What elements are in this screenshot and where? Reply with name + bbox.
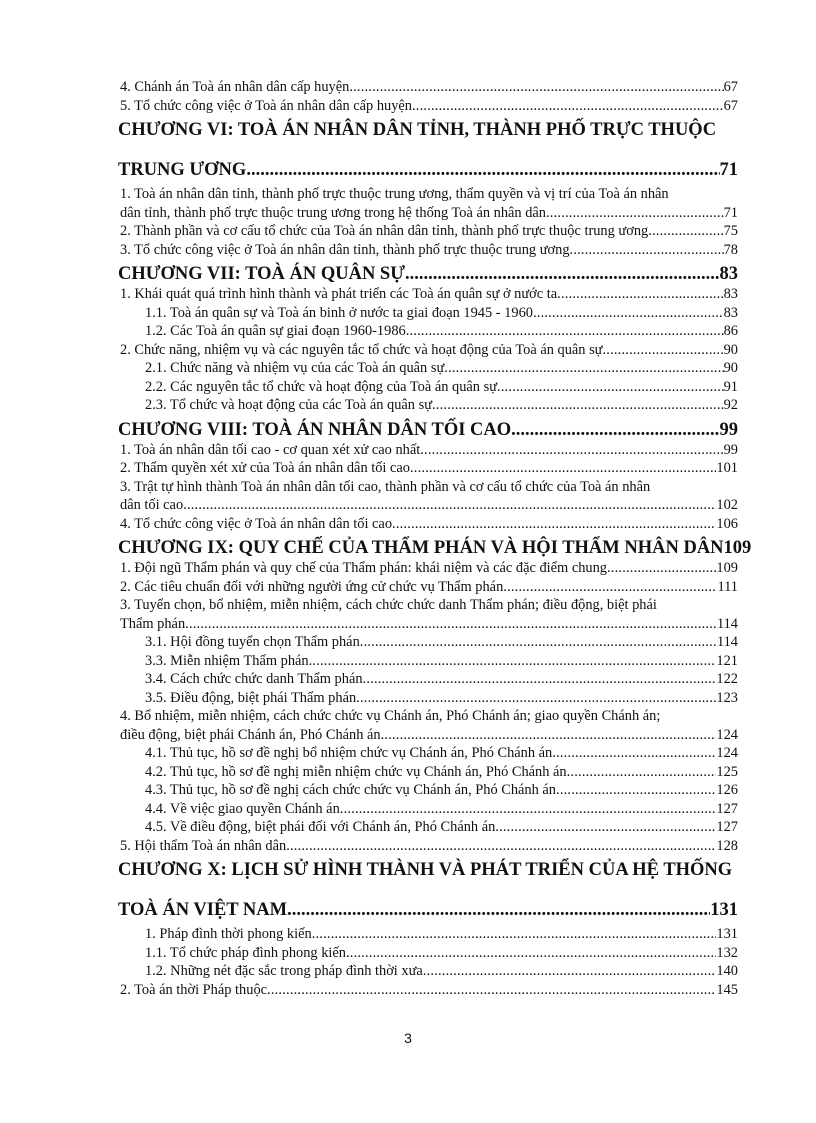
toc-entry[interactable]: 4. Tổ chức công việc ở Toà án nhân dân tối cao ..... 106 [118,515,738,534]
toc-subentry[interactable]: 2.3. Tổ chức và hoạt động của các Toà án quân sự ..... 92 [118,396,738,415]
chapter-heading-9[interactable]: CHƯƠNG IX: QUY CHẾ CỦA THẨM PHÁN VÀ HỘI THẨM NHÂN DÂN 109 [118,538,752,558]
table-of-contents [118,78,752,999]
toc-entry[interactable]: 1. Khái quát quá trình hình thành và phát triển các Toà án quân sự ở nước ta ..... 83 [118,285,738,304]
toc-entry[interactable]: 2. Toà án thời Pháp thuộc ..... 145 [118,981,738,1000]
toc-subentry[interactable]: 4.4. Về việc giao quyền Chánh án ..... 127 [118,800,738,819]
toc-entry[interactable]: 1. Toà án nhân dân tối cao - cơ quan xét xử cao nhất ..... 99 [118,441,738,460]
toc-entry[interactable]: 1. Toà án nhân dân tỉnh, thành phố trực thuộc trung ương, thẩm quyền và vị trí của Toà án nhân dân tỉnh, thành phố trực thuộc trung ương trong hệ thống Toà án nhân dân ..... 71 [118,185,738,222]
toc-entry[interactable]: 1. Đội ngũ Thẩm phán và quy chế của Thẩm phán: khái niệm và các đặc điểm chung ..... 109 [118,559,738,578]
toc-entry[interactable]: 2. Chức năng, nhiệm vụ và các nguyên tắc tổ chức và hoạt động của Toà án quân sự ..... 90 [118,341,738,360]
toc-subentry[interactable]: 3.5. Điều động, biệt phái Thẩm phán ..... 123 [118,689,738,708]
toc-subentry[interactable]: 1.1. Toà án quân sự và Toà án binh ở nước ta giai đoạn 1945 - 1960 ..... 83 [118,304,738,323]
toc-subentry[interactable]: 4.5. Về điều động, biệt phái đối với Chánh án, Phó Chánh án ..... 127 [118,818,738,837]
toc-entry[interactable]: 3. Tổ chức công việc ở Toà án nhân dân tỉnh, thành phố trực thuộc trung ương ..... 78 [118,241,738,260]
toc-entry[interactable]: 3. Trật tự hình thành Toà án nhân dân tối cao, thành phần và cơ cấu tổ chức của Toà án nhân dân tối cao ..... 102 [118,478,738,515]
toc-entry[interactable]: 2. Các tiêu chuẩn đối với những người ứng cử chức vụ Thẩm phán ..... 111 [118,578,738,597]
toc-subentry[interactable]: 1.1. Tổ chức pháp đình phong kiến ..... 132 [118,944,738,963]
toc-subentry[interactable]: 3.1. Hội đồng tuyển chọn Thẩm phán ..... 114 [118,633,738,652]
toc-entry[interactable]: 2. Thành phần và cơ cấu tổ chức của Toà án nhân dân tỉnh, thành phố trực thuộc trung ương ..... 75 [118,222,738,241]
chapter-heading-7[interactable]: CHƯƠNG VII: TOÀ ÁN QUÂN SỰ ..... 83 [118,263,738,285]
toc-entry[interactable]: 4. Chánh án Toà án nhân dân cấp huyện ..... 67 [118,78,738,97]
chapter-heading-10[interactable]: CHƯƠNG X: LỊCH SỬ HÌNH THÀNH VÀ PHÁT TRIỂN CỦA HỆ THỐNG TOÀ ÁN VIỆT NAM ..... 131 [118,859,738,921]
toc-subentry[interactable]: 1.2. Các Toà án quân sự giai đoạn 1960-1986 ..... 86 [118,322,738,341]
toc-subentry[interactable]: 4.3. Thủ tục, hồ sơ đề nghị cách chức chức vụ Chánh án, Phó Chánh án ..... 126 [118,781,738,800]
page-number: 3 [404,1030,412,1046]
toc-subentry[interactable]: 3.3. Miễn nhiệm Thẩm phán ..... 121 [118,652,738,671]
toc-subentry[interactable]: 1. Pháp đình thời phong kiến ..... 131 [118,925,738,944]
toc-entry[interactable]: 5. Tổ chức công việc ở Toà án nhân dân cấp huyện ..... 67 [118,97,738,116]
toc-subentry[interactable]: 1.2. Những nét đặc sắc trong pháp đình thời xưa ..... 140 [118,962,738,981]
chapter-heading-6[interactable]: CHƯƠNG VI: TOÀ ÁN NHÂN DÂN TỈNH, THÀNH PHỐ TRỰC THUỘC TRUNG ƯƠNG ..... 71 [118,119,738,181]
toc-entry[interactable]: 5. Hội thẩm Toà án nhân dân ..... 128 [118,837,738,856]
toc-subentry[interactable]: 4.2. Thủ tục, hồ sơ đề nghị miễn nhiệm chức vụ Chánh án, Phó Chánh án ..... 125 [118,763,738,782]
toc-subentry[interactable]: 3.4. Cách chức chức danh Thẩm phán ..... 122 [118,670,738,689]
toc-subentry[interactable]: 4.1. Thủ tục, hồ sơ đề nghị bổ nhiệm chức vụ Chánh án, Phó Chánh án ..... 124 [118,744,738,763]
toc-subentry[interactable]: 2.2. Các nguyên tắc tổ chức và hoạt động của Toà án quân sự ..... 91 [118,378,738,397]
toc-entry[interactable]: 2. Thẩm quyền xét xử của Toà án nhân dân tối cao ..... 101 [118,459,738,478]
toc-entry[interactable]: 4. Bổ nhiệm, miễn nhiệm, cách chức chức vụ Chánh án, Phó Chánh án; giao quyền Chánh án; điều động, biệt phái Chánh án, Phó Chánh án ..... 124 [118,707,738,744]
chapter-heading-8[interactable]: CHƯƠNG VIII: TOÀ ÁN NHÂN DÂN TỐI CAO ..... 99 [118,419,738,441]
toc-entry[interactable]: 3. Tuyển chọn, bổ nhiệm, miễn nhiệm, cách chức chức danh Thẩm phán; điều động, biệt phái Thẩm phán ..... 114 [118,596,738,633]
toc-subentry[interactable]: 2.1. Chức năng và nhiệm vụ của các Toà án quân sự ..... 90 [118,359,738,378]
